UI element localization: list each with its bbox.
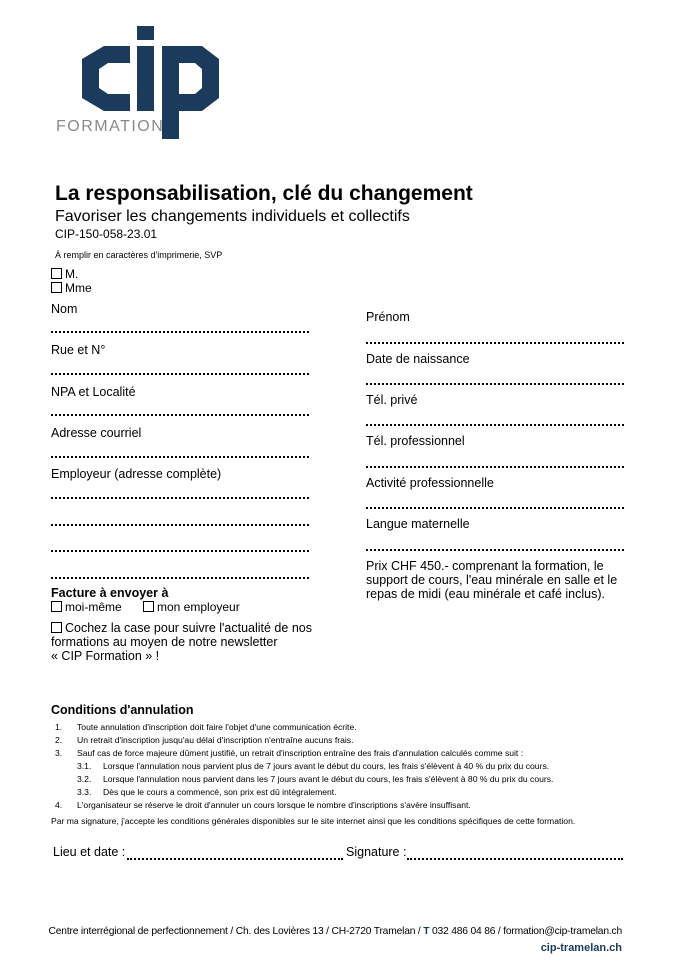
langue-field[interactable]	[366, 549, 624, 551]
condition-item: 4. L'organisateur se réserve le droit d'annuler un cours lorsque le nombre d'inscriptions s'avère insuffisant.	[55, 800, 471, 810]
newsletter-checkbox[interactable]	[51, 622, 62, 633]
npa-field[interactable]	[51, 414, 309, 416]
conditions-agreement: Par ma signature, j'accepte les conditions générales disponibles sur le site internet ainsi que les conditions spécifiques de cette formation.	[51, 816, 576, 826]
facture-employer-checkbox[interactable]	[143, 601, 154, 612]
condition-item: 1. Toute annulation d'inscription doit faire l'objet d'une communication écrite.	[55, 722, 357, 732]
facture-self-label: moi-même	[65, 600, 122, 614]
condition-subitem: 3.3. Dès que le cours a commencé, son prix est dû intégralement.	[77, 787, 337, 797]
condition-subitem: 3.2. Lorsque l'annulation nous parvient dans les 7 jours avant le début du cours, les frais s'élèvent à 80 % du prix du cours.	[77, 774, 554, 784]
courriel-label: Adresse courriel	[51, 426, 142, 440]
nom-field[interactable]	[51, 331, 309, 333]
page-title: La responsabilisation, clé du changement	[55, 182, 473, 205]
naissance-label: Date de naissance	[366, 352, 470, 366]
cip-formation-logo	[52, 22, 237, 142]
employeur-field-line-4[interactable]	[51, 577, 309, 579]
newsletter-line-2: formations au moyen de notre newsletter	[51, 635, 278, 649]
rue-field[interactable]	[51, 373, 309, 375]
page-subtitle: Favoriser les changements individuels et collectifs	[55, 208, 410, 225]
phone-label: T	[423, 926, 430, 937]
facture-employer-label: mon employeur	[157, 600, 240, 614]
facture-heading: Facture à envoyer à	[51, 586, 169, 600]
signature-field[interactable]	[407, 858, 623, 860]
salutation-mme-option[interactable]	[51, 281, 92, 295]
courriel-field[interactable]	[51, 456, 309, 458]
signature-label: Signature :	[346, 845, 407, 859]
price-info: Prix CHF 450.- comprenant la formation, le support de cours, l'eau minérale en salle et le repas de midi (eau minérale et café inclus).	[366, 559, 618, 601]
facture-self-option[interactable]	[51, 600, 122, 614]
place-date-field[interactable]	[127, 858, 343, 860]
employeur-field-line-3[interactable]	[51, 550, 309, 552]
nom-label: Nom	[51, 302, 78, 316]
course-code: CIP-150-058-23.01	[55, 227, 158, 241]
facture-employer-option[interactable]	[143, 600, 240, 614]
salutation-m-option[interactable]	[51, 267, 78, 281]
newsletter-line-1: Cochez la case pour suivre l'actualité de nos	[65, 621, 312, 635]
footer-address: Centre interrégional de perfectionnement / Ch. des Lovières 13 / CH-2720 Tramelan / T 032 486 04 86 / formation@cip-tramelan.ch	[48, 926, 622, 937]
salutation-m-label: M.	[65, 267, 79, 281]
npa-label: NPA et Localité	[51, 385, 136, 399]
tel-pro-field[interactable]	[366, 466, 624, 468]
prenom-field[interactable]	[366, 342, 624, 344]
salutation-mme-checkbox[interactable]	[51, 282, 62, 293]
tel-prive-field[interactable]	[366, 424, 624, 426]
condition-subitem: 3.1. Lorsque l'annulation nous parvient plus de 7 jours avant le début du cours, les frais s'élèvent à 40 % du prix du cours.	[77, 761, 550, 771]
activite-label: Activité professionnelle	[366, 476, 494, 490]
newsletter-line-3: « CIP Formation » !	[51, 649, 160, 663]
naissance-field[interactable]	[366, 383, 624, 385]
footer-website-link[interactable]: cip-tramelan.ch	[540, 942, 622, 954]
langue-label: Langue maternelle	[366, 517, 470, 531]
newsletter-option[interactable]	[51, 621, 321, 663]
logo-subtitle: FORMATION	[56, 118, 165, 135]
condition-item: 2. Un retrait d'inscription jusqu'au délai d'inscription n'entraîne aucuns frais.	[55, 735, 354, 745]
tel-prive-label: Tél. privé	[366, 393, 418, 407]
employeur-field-line-2[interactable]	[51, 524, 309, 526]
tel-pro-label: Tél. professionnel	[366, 434, 465, 448]
place-date-label: Lieu et date :	[53, 845, 126, 859]
conditions-heading: Conditions d'annulation	[51, 703, 194, 717]
activite-field[interactable]	[366, 507, 624, 509]
prenom-label: Prénom	[366, 310, 410, 324]
salutation-m-checkbox[interactable]	[51, 268, 62, 279]
condition-item: 3. Sauf cas de force majeure dûment justifié, un retrait d'inscription entraîne des frais d'annulation calculés comme suit :	[55, 748, 524, 758]
employeur-field-line-1[interactable]	[51, 497, 309, 499]
facture-self-checkbox[interactable]	[51, 601, 62, 612]
conditions-list	[55, 721, 645, 812]
fill-instruction: À remplir en caractères d'imprimerie, SVP	[55, 250, 223, 260]
rue-label: Rue et N°	[51, 343, 106, 357]
employeur-label: Employeur (adresse complète)	[51, 467, 222, 481]
salutation-mme-label: Mme	[65, 281, 92, 295]
